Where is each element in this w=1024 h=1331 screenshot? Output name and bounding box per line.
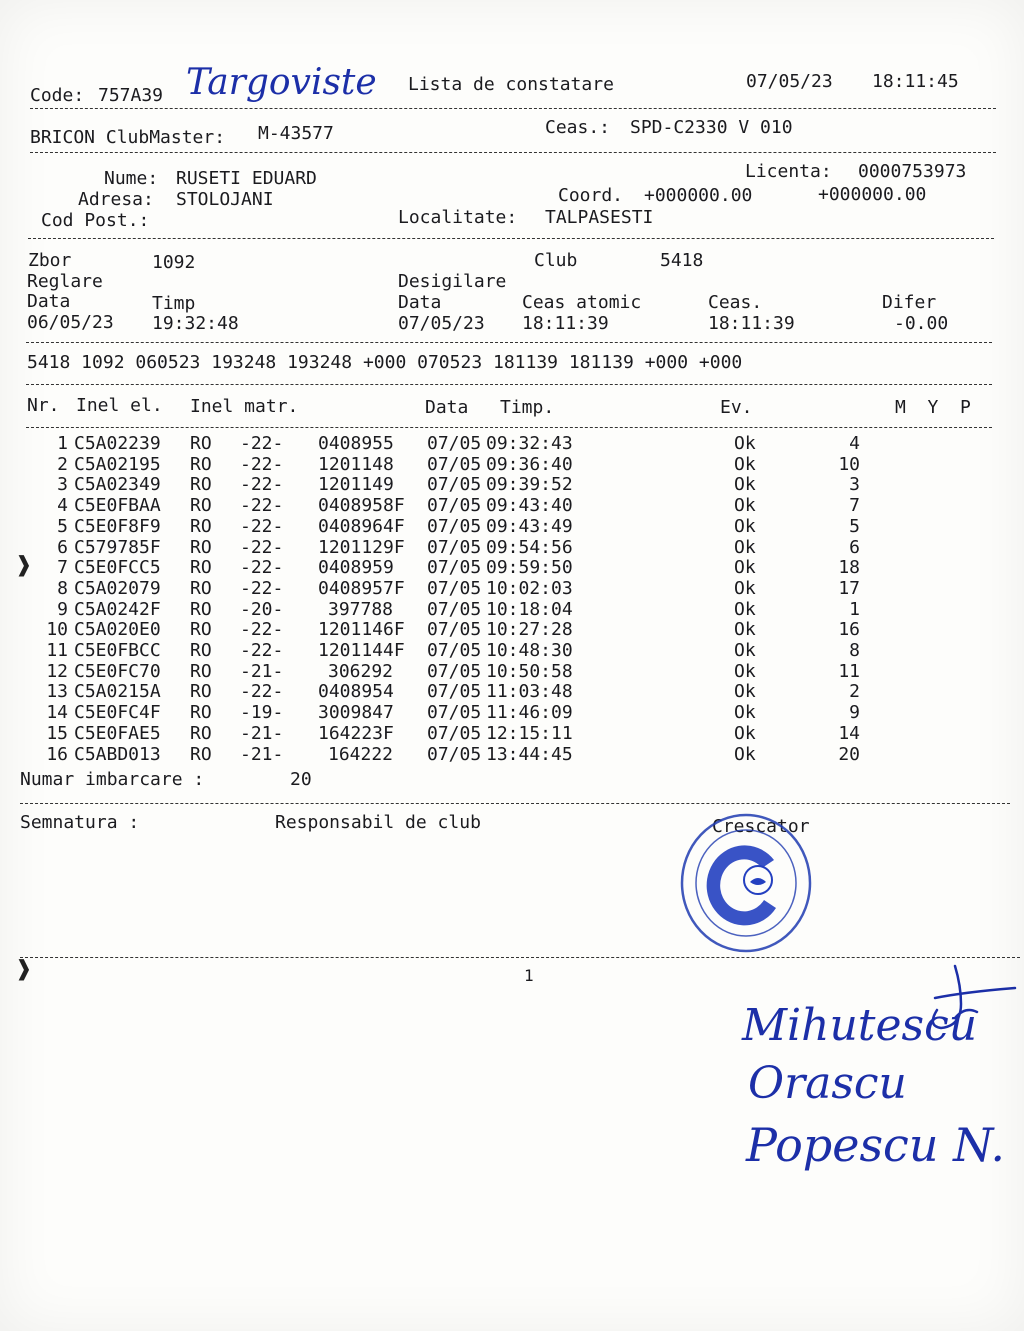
cell-el: C5A02349 [74, 474, 161, 496]
cell-pos: 17 [838, 577, 860, 599]
cell-el: C5E0FBAA [74, 495, 161, 517]
cell-date: 07/05 [427, 598, 482, 620]
cell-nr: 8 [57, 577, 68, 599]
desig-ceas-time: 18:11:39 [708, 313, 795, 334]
cell-ev: Ok [734, 722, 756, 744]
cell-ev: Ok [734, 453, 756, 475]
col-nr: Nr. [27, 395, 60, 416]
cell-matr: 0408955 [318, 433, 394, 454]
cell-nr: 12 [46, 660, 68, 682]
cell-pos: 10 [838, 453, 860, 475]
margin-mark: ❱ [16, 551, 32, 581]
cell-ro: RO [190, 743, 212, 765]
cell-ev: Ok [734, 619, 756, 641]
cell-ro: RO [190, 681, 212, 703]
cell-el: C5A02195 [74, 453, 161, 475]
cell-yr: -22- [240, 474, 284, 496]
code-line: 5418 1092 060523 193248 193248 +000 070523 181139 181139 +000 +000 [27, 352, 743, 373]
cell-matr: 0408964F [318, 515, 405, 537]
cell-nr: 7 [57, 557, 68, 579]
cell-matr: 1201146F [318, 619, 405, 641]
cell-date: 07/05 [427, 702, 482, 724]
code-value: 757A39 [98, 85, 164, 106]
cell-ro: RO [190, 619, 212, 641]
cell-nr: 3 [57, 474, 68, 496]
cell-el: C5A0242F [74, 598, 161, 620]
divider [20, 803, 1010, 804]
print-date: 07/05/23 [746, 71, 833, 92]
cell-nr: 13 [46, 681, 68, 703]
cell-ro: RO [190, 660, 212, 682]
table-row [0, 722, 1024, 746]
reglare-date: 06/05/23 [27, 312, 114, 333]
cell-matr: 397788 [328, 598, 394, 620]
cell-date: 07/05 [427, 660, 482, 682]
table-row [0, 577, 1024, 601]
cell-matr: 164222 [328, 743, 394, 765]
cell-nr: 1 [57, 433, 68, 454]
cell-yr: -22- [240, 433, 284, 454]
cell-yr: -20- [240, 598, 284, 620]
difer-label: Difer [882, 292, 937, 313]
responsabil-label: Responsabil de club [275, 812, 481, 833]
cell-nr: 10 [46, 619, 68, 641]
cell-el: C5A02239 [74, 433, 161, 454]
cell-time: 10:50:58 [486, 660, 573, 682]
ceas-atomic-label: Ceas atomic [522, 292, 642, 313]
cell-time: 10:18:04 [486, 598, 573, 620]
cell-nr: 16 [46, 743, 68, 765]
cell-matr: 1201149 [318, 474, 394, 496]
cell-pos: 20 [838, 743, 860, 765]
signature-mihutescu: Mihutescu [742, 1000, 978, 1051]
cell-matr: 3009847 [318, 702, 394, 724]
crescator-label: Crescator [712, 816, 810, 837]
cell-yr: -22- [240, 557, 284, 579]
licenta-value: 0000753973 [858, 161, 967, 182]
table-row [0, 704, 1024, 725]
cell-date: 07/05 [427, 640, 482, 661]
cell-yr: -22- [240, 495, 284, 517]
cell-date: 07/05 [427, 433, 482, 454]
col-myp: M Y P [895, 397, 971, 418]
nume-value: RUSETI EDUARD [176, 168, 317, 189]
cell-yr: -22- [240, 619, 284, 641]
cell-matr: 1201148 [318, 453, 394, 475]
clubmaster-label: BRICON ClubMaster: [30, 127, 226, 148]
cell-ev: Ok [734, 681, 756, 703]
cell-el: C5E0FCC5 [74, 557, 161, 579]
cell-ev: Ok [734, 557, 756, 579]
cell-time: 09:39:52 [486, 474, 573, 496]
cell-yr: -22- [240, 577, 284, 599]
cell-pos: 7 [849, 495, 860, 517]
cell-date: 07/05 [427, 515, 482, 537]
cell-nr: 15 [46, 722, 68, 744]
cell-pos: 18 [838, 557, 860, 579]
cell-ro: RO [190, 474, 212, 496]
col-inel-matr: Inel matr. [190, 396, 299, 417]
cell-ro: RO [190, 598, 212, 620]
cell-ro: RO [190, 536, 212, 558]
cell-date: 07/05 [427, 619, 482, 641]
adresa-label: Adresa: [78, 189, 154, 210]
divider [28, 238, 994, 239]
nume-label: Nume: [104, 168, 159, 189]
ceas-label: Ceas.: [545, 117, 611, 138]
difer-value: -0.00 [894, 313, 949, 334]
code-label: Code: [30, 85, 85, 106]
cell-ro: RO [190, 640, 212, 661]
cell-yr: -19- [240, 702, 284, 724]
imbarcare-label: Numar imbarcare : [20, 769, 205, 790]
cell-el: C5E0FC4F [74, 702, 161, 724]
cell-pos: 14 [838, 722, 860, 744]
cell-ev: Ok [734, 577, 756, 599]
desig-ceas-label: Ceas. [708, 292, 763, 313]
clubmaster-value: M-43577 [258, 123, 334, 144]
cell-el: C5A02079 [74, 577, 161, 599]
cell-ev: Ok [734, 474, 756, 496]
cell-pos: 11 [838, 660, 860, 682]
cell-time: 09:36:40 [486, 453, 573, 475]
cell-yr: -21- [240, 743, 284, 765]
cell-ev: Ok [734, 536, 756, 558]
cell-nr: 11 [46, 640, 68, 661]
coord-label: Coord. [558, 185, 624, 206]
cell-ev: Ok [734, 640, 756, 661]
cell-nr: 4 [57, 495, 68, 517]
cell-time: 09:32:43 [486, 433, 573, 454]
cell-nr: 14 [46, 702, 68, 724]
cell-el: C5E0F8F9 [74, 515, 161, 537]
reglare-data-label: Data [27, 291, 71, 312]
cell-pos: 4 [849, 433, 860, 454]
cell-time: 11:46:09 [486, 702, 573, 724]
cell-ro: RO [190, 433, 212, 454]
cell-time: 09:43:49 [486, 515, 573, 537]
table-row [0, 642, 1024, 663]
cell-yr: -21- [240, 660, 284, 682]
cell-yr: -22- [240, 515, 284, 537]
desig-data-label: Data [398, 292, 442, 313]
reglare-time: 19:32:48 [152, 313, 239, 334]
reglare-timp-label: Timp [152, 293, 196, 314]
cell-pos: 1 [849, 598, 860, 620]
cell-matr: 306292 [328, 660, 394, 682]
cell-matr: 1201129F [318, 536, 405, 558]
cell-yr: -22- [240, 453, 284, 475]
col-timp: Timp. [500, 397, 555, 418]
desig-atomic-time: 18:11:39 [522, 313, 609, 334]
zbor-value: 1092 [152, 252, 196, 273]
divider [26, 384, 992, 385]
cell-ev: Ok [734, 515, 756, 537]
adresa-value: STOLOJANI [176, 189, 274, 210]
cell-date: 07/05 [427, 743, 482, 765]
cell-date: 07/05 [427, 577, 482, 599]
cell-ro: RO [190, 702, 212, 724]
cell-el: C5A0215A [74, 681, 161, 703]
cell-el: C5ABD013 [74, 743, 161, 765]
desigilare-label: Desigilare [398, 271, 507, 292]
cell-time: 11:03:48 [486, 681, 573, 703]
coord-y: +000000.00 [818, 184, 927, 205]
club-label: Club [534, 250, 578, 271]
cell-yr: -22- [240, 640, 284, 661]
coord-x: +000000.00 [644, 185, 753, 206]
cell-date: 07/05 [427, 681, 482, 703]
cell-ro: RO [190, 557, 212, 579]
semnatura-label: Semnatura : [20, 812, 140, 833]
handwritten-city: Targoviste [186, 62, 377, 103]
divider [30, 108, 996, 109]
cell-ev: Ok [734, 743, 756, 765]
cell-ro: RO [190, 722, 212, 744]
cell-yr: -22- [240, 681, 284, 703]
cell-ro: RO [190, 577, 212, 599]
cell-date: 07/05 [427, 495, 482, 517]
cell-yr: -21- [240, 722, 284, 744]
cell-matr: 1201144F [318, 640, 405, 661]
margin-mark: ❱ [16, 955, 32, 985]
col-ev: Ev. [720, 397, 753, 418]
cell-date: 07/05 [427, 453, 482, 475]
cell-yr: -22- [240, 536, 284, 558]
cell-date: 07/05 [427, 536, 482, 558]
page-number: 1 [524, 966, 534, 985]
cell-date: 07/05 [427, 474, 482, 496]
table-row [0, 497, 1024, 518]
col-data: Data [425, 397, 469, 418]
cell-ro: RO [190, 453, 212, 475]
col-inel-el: Inel el. [76, 395, 163, 416]
cell-ev: Ok [734, 702, 756, 724]
cell-date: 07/05 [427, 557, 482, 579]
cell-el: C5E0FC70 [74, 660, 161, 682]
cell-ev: Ok [734, 598, 756, 620]
club-value: 5418 [660, 250, 704, 271]
cell-time: 09:43:40 [486, 495, 573, 517]
cell-pos: 5 [849, 515, 860, 537]
cell-date: 07/05 [427, 722, 482, 744]
cell-time: 12:15:11 [486, 722, 573, 744]
cell-time: 09:54:56 [486, 536, 573, 558]
cell-el: C5A020E0 [74, 619, 161, 641]
cell-pos: 9 [849, 702, 860, 724]
cell-time: 13:44:45 [486, 743, 573, 765]
print-time: 18:11:45 [872, 71, 959, 92]
cell-matr: 0408954 [318, 681, 394, 703]
cell-time: 09:59:50 [486, 557, 573, 579]
divider [26, 342, 992, 343]
cell-time: 10:27:28 [486, 619, 573, 641]
imbarcare-value: 20 [290, 769, 312, 790]
signature-orascu: Orascu [748, 1058, 907, 1109]
signature-popescu: Popescu N. [746, 1118, 1005, 1172]
cell-pos: 16 [838, 619, 860, 641]
cell-pos: 6 [849, 536, 860, 558]
cell-matr: 0408957F [318, 577, 405, 599]
cell-ev: Ok [734, 495, 756, 517]
cell-nr: 6 [57, 536, 68, 558]
cell-el: C579785F [74, 536, 161, 558]
divider [20, 957, 1020, 958]
divider [26, 427, 992, 428]
codpost-label: Cod Post.: [41, 210, 150, 231]
cell-time: 10:02:03 [486, 577, 573, 599]
cell-ev: Ok [734, 660, 756, 682]
table-row [0, 743, 1024, 767]
cell-ro: RO [190, 495, 212, 517]
cell-el: C5E0FAE5 [74, 722, 161, 744]
cell-matr: 164223F [318, 722, 394, 744]
divider [30, 152, 996, 153]
cell-matr: 0408958F [318, 495, 405, 517]
table-row [0, 435, 1024, 456]
localitate-value: TALPASESTI [545, 207, 654, 228]
cell-nr: 2 [57, 453, 68, 475]
reglare-label: Reglare [27, 271, 103, 292]
localitate-label: Localitate: [398, 207, 518, 228]
cell-pos: 8 [849, 640, 860, 661]
licenta-label: Licenta: [745, 161, 832, 182]
cell-time: 10:48:30 [486, 640, 573, 661]
signature-scribble [915, 958, 1019, 1038]
cell-pos: 2 [849, 681, 860, 703]
club-stamp [676, 808, 816, 958]
desig-date: 07/05/23 [398, 313, 485, 334]
cell-pos: 3 [849, 474, 860, 496]
cell-el: C5E0FBCC [74, 640, 161, 661]
zbor-label: Zbor [28, 250, 72, 271]
cell-nr: 5 [57, 515, 68, 537]
cell-ev: Ok [734, 433, 756, 454]
ceas-value: SPD-C2330 V 010 [630, 117, 793, 138]
table-row [0, 515, 1024, 539]
cell-nr: 9 [57, 598, 68, 620]
cell-matr: 0408959 [318, 557, 394, 579]
cell-ro: RO [190, 515, 212, 537]
document-title: Lista de constatare [408, 74, 614, 95]
